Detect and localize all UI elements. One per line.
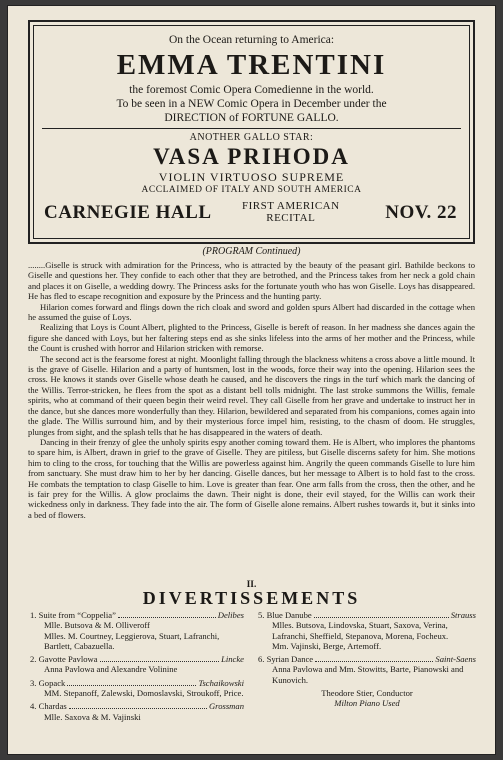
program-item: [30, 610, 244, 651]
headliner-line3: DIRECTION of FORTUNE GALLO.: [164, 112, 339, 124]
conductor-credit: Theodore Stier, Conductor: [321, 688, 413, 699]
item-title: 5. Blue Danube: [258, 610, 312, 620]
advertisement-box: [28, 20, 475, 244]
item-title: 6. Syrian Dance: [258, 654, 314, 665]
headliner-name: EMMA TRENTINI: [116, 49, 387, 81]
program-item: [30, 678, 244, 699]
program-item: [258, 654, 476, 685]
section-title: DIVERTISSEMENTS: [142, 588, 361, 608]
item-composer: Delibes: [217, 610, 244, 620]
venue: CARNEGIE HALL: [44, 202, 212, 223]
divertissement-right-column: [258, 610, 476, 709]
section-number: II.: [246, 580, 257, 590]
item-performers: Mlles. M. Courtney, Leggierova, Stuart, Lafranchi, Bartlett, Cabazuella.: [44, 630, 220, 651]
item-composer: Grossman: [208, 701, 244, 712]
program-item: [30, 654, 244, 675]
item-title: 1. Suite from “Coppelia”: [30, 610, 116, 620]
program-page: [8, 6, 495, 754]
acclaimed-line: ACCLAIMED OF ITALY AND SOUTH AMERICA: [141, 185, 362, 195]
divertissement-left-column: [30, 610, 244, 725]
synopsis-paragraph: Dancing in their frenzy of glee the unholy spirits espy another coming toward them. He is Albert, who implores the phantoms to spare him, is Albert, drawn in grief to the grave of Giselle. They are pitiless, but Giselle discerns safety for him. She motions him to cling to the cross, for touching that the Willis are powerless against him. Angrily the queen commands Giselle to lure him from sanctuary. She must draw him to her by her dancing. Giselle dances, but her message to Albert is to hold fast to the cross. He combats the temptation to clasp Giselle to him. Love is greater than fear. One arm falls from the cross, then the other, and he is fair prey for the Willis. A glow proclaims the dawn. Their night is done, their evil stayed, for the Willis can work their wickedness only in darkness. They fade into the air. The form of Giselle alone remains. Albert rushes towards it, but it sinks into a bed of flowers.: [28, 436, 475, 520]
recital-date: NOV. 22: [385, 202, 457, 223]
program-continued: (PROGRAM Continued): [202, 246, 301, 257]
synopsis-paragraph: ........Giselle is struck with admiration for the Princess, who is attracted by the beauty of the peasant girl. Bathilde beckons to Giselle and questions her. They confide to each other that they are betrothed, and the Princess takes from her neck a gold chain and places it on Giselle, a wedding dowry. The Princess asks for the fortunate youth who has won Giselle. Loys has disappeared. He has fled to escape recognition and exposure by the Princess and the hunting party.: [28, 260, 475, 302]
item-title: 2. Gavotte Pavlowa: [30, 654, 98, 665]
synopsis: [28, 260, 475, 520]
item-title: 3. Gopack: [30, 677, 66, 688]
virtuoso-line: VIOLIN VIRTUOSO SUPREME: [158, 170, 345, 184]
first-recital: [242, 200, 340, 224]
headliner-line2: To be seen in a NEW Comic Opera in December under the: [116, 98, 387, 110]
synopsis-paragraph: The second act is the fearsome forest at night. Moonlight falling through the blackness whitens a cross above a little mound. It is the grave of Giselle. Hilarion and a party of huntsmen, lost in the woods, force their way into the opening. Hilarion sees the cross. He knows it stands over Giselle whose death he caused, and he discovers the rings in the turf which mark the dancing of the Willis. Terror-stricken, he flees from the spot as a distant bell tolls midnight. The last stroke summons the Willis, female spirits, who at command of their queen begin their weird revel. They call Giselle from her grave and undertake to instruct her in the dance, but she dances more wonderfully than they. Hilarion, bewildered and separated from his companions, comes again into the glade. The Willis surround him, and by their mysterious force impel him, resisting, to the chasm of doom. He struggles, plunges from sight, and the splash tells that he has disappeared in the waters of death.: [28, 353, 475, 437]
item-performers: MM. Stepanoff, Zalewski, Domoslavski, Stroukoff, Price.: [44, 688, 244, 699]
another-star-label: ANOTHER GALLO STAR:: [189, 132, 314, 143]
item-performers: Anna Pavlowa and Alexandre Volinine: [44, 664, 178, 675]
first-recital-line1: FIRST AMERICAN: [242, 200, 340, 212]
item-title: 4. Chardas: [30, 701, 67, 712]
item-performers: Anna Pavlowa and Mm. Stowitts, Barte, Pianowski and Kunovich.: [272, 664, 464, 685]
item-composer: Tschaikowski: [198, 677, 244, 688]
item-performers: Mlle. Butsova & M. Olliveroff: [44, 620, 150, 631]
item-composer: Lincke: [221, 654, 244, 665]
headliner-line1: the foremost Comic Opera Comedienne in the world.: [129, 84, 374, 96]
divider: [42, 128, 461, 129]
first-recital-line2: RECITAL: [266, 212, 316, 224]
synopsis-paragraph: Realizing that Loys is Count Albert, plighted to the Princess, Giselle is bereft of reason. In her madness she dances again the figure she danced with Loys, but her faltering steps end as she sinks lifeless into the arms of her mother and the Princess, while the Count is crushed with horror and Hilarion stricken with remorse.: [28, 322, 475, 354]
program-item: [30, 701, 244, 722]
ocean-line: On the Ocean returning to America:: [168, 34, 335, 46]
item-performers: Mm. Vajinski, Berge, Artemoff.: [272, 640, 382, 651]
star-name: VASA PRIHODA: [153, 144, 350, 169]
piano-credit: Milton Piano Used: [334, 698, 400, 709]
item-composer: Strauss: [450, 610, 476, 620]
synopsis-paragraph: Hilarion comes forward and flings down the rich cloak and sword and golden spurs Albert had discarded in the cottage when he assumed the guise of Loys.: [28, 301, 475, 323]
item-performers: Mlles. Butsova, Lindovska, Stuart, Saxova, Verina, Lafranchi, Sheffield, Stepanova, Morena, Focheux.: [272, 620, 449, 641]
item-composer: Saint-Saens: [435, 654, 476, 665]
program-item: [258, 610, 476, 651]
item-performers: Mlle. Saxova & M. Vajinski: [44, 711, 141, 722]
